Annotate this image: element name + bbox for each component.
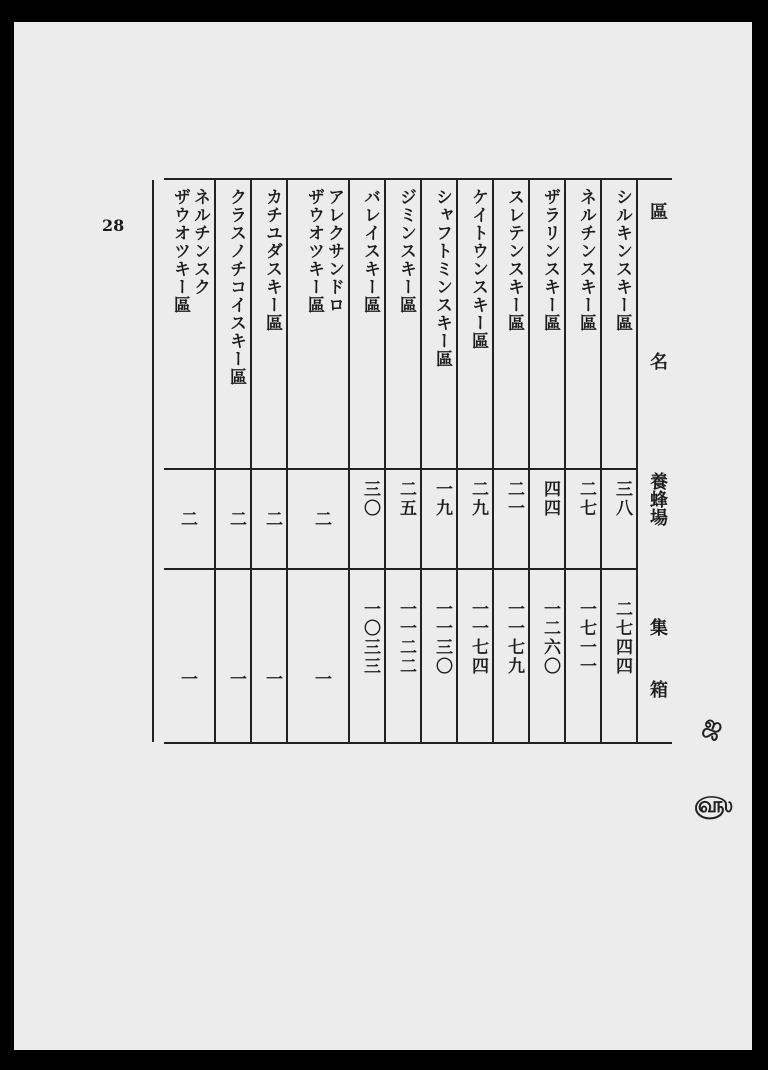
- table-row: [288, 180, 350, 742]
- district-name: ネルチンスキー區: [576, 188, 596, 332]
- district-name: クラスノチコイスキー區: [226, 188, 246, 386]
- district-name: シルキンスキー區: [612, 188, 632, 332]
- table-row: [252, 180, 288, 742]
- header-apiaries: 養蜂場: [647, 472, 668, 526]
- apiaries-count: 二: [177, 510, 197, 529]
- table-row: [422, 180, 458, 742]
- hives-count: 一: [177, 670, 197, 689]
- district-name: スレテンスキー區: [504, 188, 524, 332]
- header-hives-2: 箱: [647, 680, 668, 698]
- table-row: [154, 180, 216, 742]
- table-row: [350, 180, 386, 742]
- hives-count: 一: [311, 670, 331, 689]
- district-name: カチユダスキー區: [262, 188, 282, 332]
- document-page: [14, 22, 752, 1050]
- district-name: シャフトミンスキー區: [432, 188, 452, 368]
- header-hives-1: 集: [647, 618, 668, 636]
- table-row: [530, 180, 566, 742]
- hives-count: 一: [262, 670, 282, 689]
- apiaries-count: 二七: [576, 480, 596, 518]
- district-name: ジミンスキー區: [396, 188, 416, 314]
- header-column: [638, 180, 672, 742]
- hives-count: 二七四四: [612, 600, 632, 676]
- table-row: [216, 180, 252, 742]
- row-divider: [152, 180, 154, 742]
- table-row: [386, 180, 422, 742]
- hives-count: 一二六〇: [540, 600, 560, 676]
- apiaries-count: 二: [262, 510, 282, 529]
- apiaries-count: 三〇: [360, 480, 380, 518]
- hives-count: 一一七四: [468, 600, 488, 676]
- table-row: [602, 180, 638, 742]
- district-name: ザラリンスキー區: [540, 188, 560, 332]
- statistics-table: [164, 178, 672, 744]
- district-name: ケイトウンスキー區: [468, 188, 488, 350]
- district-name: ネルチンスク ザウオツキー區: [170, 188, 210, 314]
- district-name: バレイスキー區: [360, 188, 380, 314]
- table-row: [566, 180, 602, 742]
- apiaries-count: 四四: [540, 480, 560, 518]
- header-district-2: 名: [647, 352, 668, 370]
- apiaries-count: 二: [226, 510, 246, 529]
- margin-scrawl-mark: ஜ: [700, 709, 727, 741]
- hives-count: 一一三〇: [432, 600, 452, 676]
- header-district-1: 區: [647, 202, 668, 220]
- apiaries-count: 二九: [468, 480, 488, 518]
- hives-count: 一一二二: [396, 600, 416, 676]
- apiaries-count: 二五: [396, 480, 416, 518]
- hives-count: 一: [226, 670, 246, 689]
- hives-count: 一〇三三: [360, 600, 380, 676]
- hives-count: 一一七九: [504, 600, 524, 676]
- district-name: アレクサンドロ ザウオツキー區: [304, 188, 344, 314]
- margin-scrawl-mark-2: ௵: [694, 792, 733, 818]
- table-row: [458, 180, 494, 742]
- apiaries-count: 二: [311, 510, 331, 529]
- apiaries-count: 三八: [612, 480, 632, 518]
- apiaries-count: 一九: [432, 480, 452, 518]
- table-row: [494, 180, 530, 742]
- apiaries-count: 二一: [504, 480, 524, 518]
- hives-count: 一七一一: [576, 600, 596, 676]
- page-number: 28: [102, 216, 125, 235]
